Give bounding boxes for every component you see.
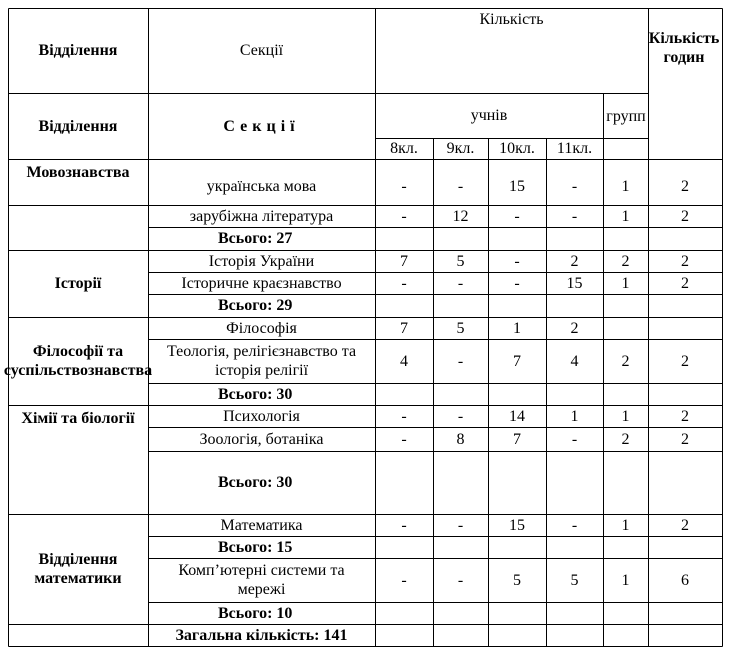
cell-grade-11: 4 [570, 352, 579, 370]
cell-grade-9: 12 [452, 207, 469, 225]
cell-hours: 2 [681, 274, 689, 292]
cell-groups: 1 [621, 407, 630, 425]
header-grade-8: 8кл. [390, 140, 418, 157]
cell-grade-10: 7 [513, 430, 521, 448]
cell-hours: 2 [681, 352, 689, 370]
department-history: Історії [54, 275, 102, 292]
total-philosophy: Всього: 30 [218, 385, 293, 403]
cell-grade-8: - [401, 177, 407, 195]
cell-grade-8: - [401, 430, 407, 448]
cell-hours: 2 [681, 252, 689, 270]
cell-grade-9: - [457, 407, 464, 425]
cell-grade-11: - [571, 207, 578, 225]
header-grade-9: 9кл. [446, 140, 475, 157]
total-math-1: Всього: 15 [218, 538, 293, 556]
department-math: Відділення математики [34, 551, 122, 587]
cell-grade-11: 2 [570, 319, 579, 337]
section-name: Математика [220, 516, 303, 534]
cell-grade-10: 7 [513, 352, 521, 370]
cell-grade-10: 14 [509, 407, 525, 425]
cell-grade-9: - [457, 274, 464, 292]
total-chem-bio: Всього: 30 [218, 474, 293, 491]
header-grade-11: 11кл. [556, 140, 593, 157]
cell-grade-8: - [401, 207, 407, 225]
header-students: учнів [470, 107, 508, 124]
cell-groups: 2 [621, 352, 630, 370]
header-sections-top: Секції [239, 42, 284, 59]
cell-groups: 2 [621, 430, 630, 448]
cell-grade-8: - [401, 274, 407, 292]
cell-grade-11: - [571, 516, 578, 534]
cell-hours: 2 [681, 177, 689, 195]
department-chem-bio: Хімії та біології [21, 410, 135, 427]
cell-hours: 2 [681, 516, 689, 534]
section-name: Історія України [208, 252, 315, 270]
cell-hours: 2 [681, 430, 689, 448]
cell-grade-10: 15 [509, 177, 525, 195]
section-name: Теологія, релігієзнавство та історія релігії [166, 343, 357, 379]
section-name: Комп’ютерні системи та мережі [178, 562, 345, 598]
section-name: Психологія [223, 407, 300, 425]
cell-grade-9: 5 [456, 319, 465, 337]
section-name: Зоологія, ботаніка [199, 430, 324, 448]
cell-grade-9: 8 [456, 430, 465, 448]
cell-grade-11: - [571, 430, 578, 448]
header-department: Відділення [38, 117, 118, 135]
department-linguistics: Мовознавства [26, 163, 130, 181]
cell-grade-8: 7 [400, 252, 408, 270]
cell-groups: 1 [621, 177, 630, 195]
header-sections: Секції [223, 117, 300, 135]
section-name: Філософія [226, 319, 297, 337]
cell-grade-10: - [514, 274, 520, 292]
header-grade-10: 10кл. [499, 140, 535, 157]
header-quantity: Кількість [479, 10, 544, 28]
cell-grade-10: 15 [509, 516, 525, 534]
cell-grade-8: - [401, 407, 407, 425]
section-name: українська мова [206, 177, 317, 195]
total-linguistics: Всього: 27 [218, 230, 293, 247]
section-name: зарубіжна література [189, 207, 334, 225]
cell-hours: 2 [681, 207, 689, 225]
cell-grade-9: - [457, 352, 464, 370]
cell-groups: 1 [621, 571, 630, 589]
cell-grade-11: 2 [570, 252, 579, 270]
cell-grade-9: 5 [456, 252, 465, 270]
cell-grade-8: 4 [400, 352, 408, 370]
total-history: Всього: 29 [218, 297, 293, 314]
cell-groups [603, 317, 648, 339]
cell-grade-9: - [457, 177, 464, 195]
cell-grade-9: - [457, 516, 464, 534]
cell-grade-10: - [514, 207, 520, 225]
header-groups: групп [606, 107, 646, 125]
cell-hours: 2 [681, 407, 689, 425]
cell-grade-10: - [514, 252, 520, 270]
cell-grade-11: 1 [570, 407, 579, 425]
cell-grade-11: 5 [570, 571, 579, 589]
cell-grade-11: - [571, 177, 578, 195]
grand-total: Загальна кількість: 141 [175, 626, 348, 644]
header-hours: Кількість годин [648, 30, 720, 66]
cell-hours [648, 317, 722, 339]
cell-grade-9: - [457, 571, 464, 589]
department-philosophy: Філософії та суспільствознавства [3, 343, 153, 379]
cell-grade-10: 1 [513, 319, 521, 337]
cell-hours: 6 [681, 571, 689, 589]
cell-groups: 1 [621, 207, 630, 225]
cell-grade-11: 15 [566, 274, 583, 292]
section-name: Історичне краєзнавство [181, 274, 342, 292]
cell-groups: 2 [621, 252, 630, 270]
cell-grade-8: - [401, 516, 407, 534]
cell-groups: 1 [621, 274, 630, 292]
header-department-top: Відділення [38, 42, 118, 59]
cell-grade-10: 5 [513, 571, 521, 589]
total-math-2: Всього: 10 [218, 604, 293, 622]
cell-grade-8: 7 [400, 319, 408, 337]
cell-grade-8: - [401, 571, 407, 589]
cell-groups: 1 [621, 516, 630, 534]
